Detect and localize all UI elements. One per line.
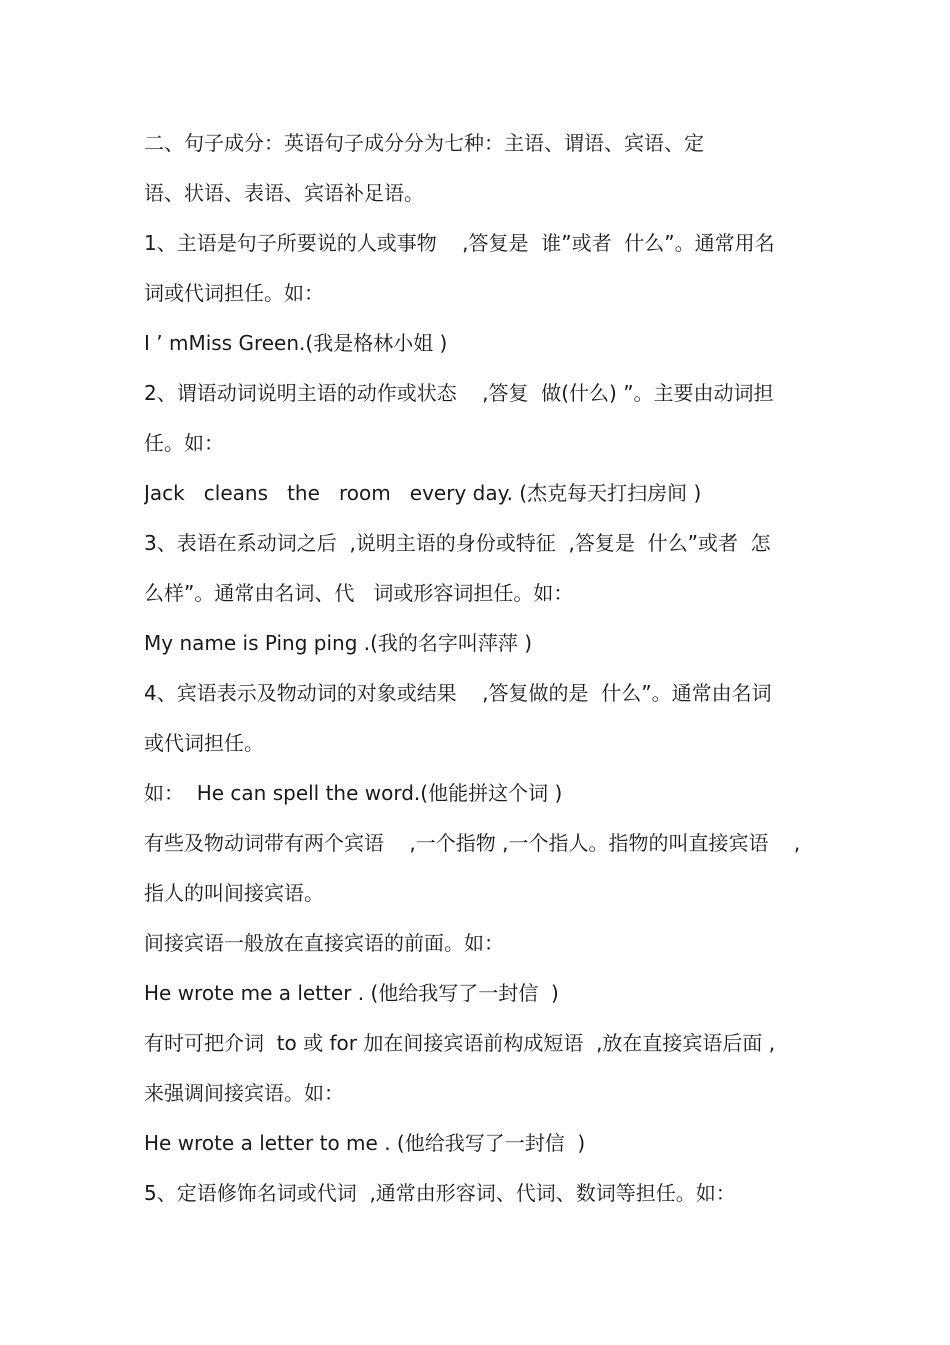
paragraph-line: 来强调间接宾语。如： (144, 1081, 344, 1105)
paragraph-line: 么样”。通常由名词、代 词或形容词担任。如： (144, 581, 574, 605)
object-definition-line: 4、宾语表示及物动词的对象或结果 ,答复做的是 什么”。通常由名词 (144, 681, 772, 705)
paragraph-line: 语、状语、表语、宾语补足语。 (144, 181, 424, 205)
example-sentence: Jack cleans the room every day. (杰克每天打扫房间 ) (144, 481, 702, 505)
paragraph-line: 间接宾语一般放在直接宾语的前面。如： (144, 931, 504, 955)
paragraph-line: 有时可把介词 to 或 for 加在间接宾语前构成短语 ,放在直接宾语后面 , (144, 1031, 776, 1055)
example-sentence: He wrote a letter to me . (他给我写了一封信 ) (144, 1131, 586, 1155)
attribute-definition-line: 5、定语修饰名词或代词 ,通常由形容词、代词、数词等担任。如： (144, 1181, 736, 1205)
paragraph-line: 词或代词担任。如： (144, 281, 324, 305)
section-heading: 二、句子成分：英语句子成分分为七种：主语、谓语、宾语、定 (144, 131, 704, 155)
paragraph-line: 任。如： (144, 431, 224, 455)
predicative-definition-line: 3、表语在系动词之后 ,说明主语的身份或特征 ,答复是 什么”或者 怎 (144, 531, 771, 555)
paragraph-line: 有些及物动词带有两个宾语 ,一个指物 ,一个指人。指物的叫直接宾语 , (144, 831, 801, 855)
example-sentence: My name is Ping ping .(我的名字叫萍萍 ) (144, 631, 533, 655)
example-sentence: He wrote me a letter . (他给我写了一封信 ) (144, 981, 559, 1005)
document-body (144, 118, 814, 1218)
paragraph-line: 指人的叫间接宾语。 (144, 881, 324, 905)
paragraph-line: 或代词担任。 (144, 731, 264, 755)
example-sentence: 如： He can spell the word.(他能拼这个词 ) (144, 781, 563, 805)
example-sentence: I ’ mMiss Green.(我是格林小姐 ) (144, 331, 448, 355)
subject-definition-line: 1、主语是句子所要说的人或事物 ,答复是 谁”或者 什么”。通常用名 (144, 231, 775, 255)
predicate-definition-line: 2、谓语动词说明主语的动作或状态 ,答复 做(什么) ”。主要由动词担 (144, 381, 774, 405)
